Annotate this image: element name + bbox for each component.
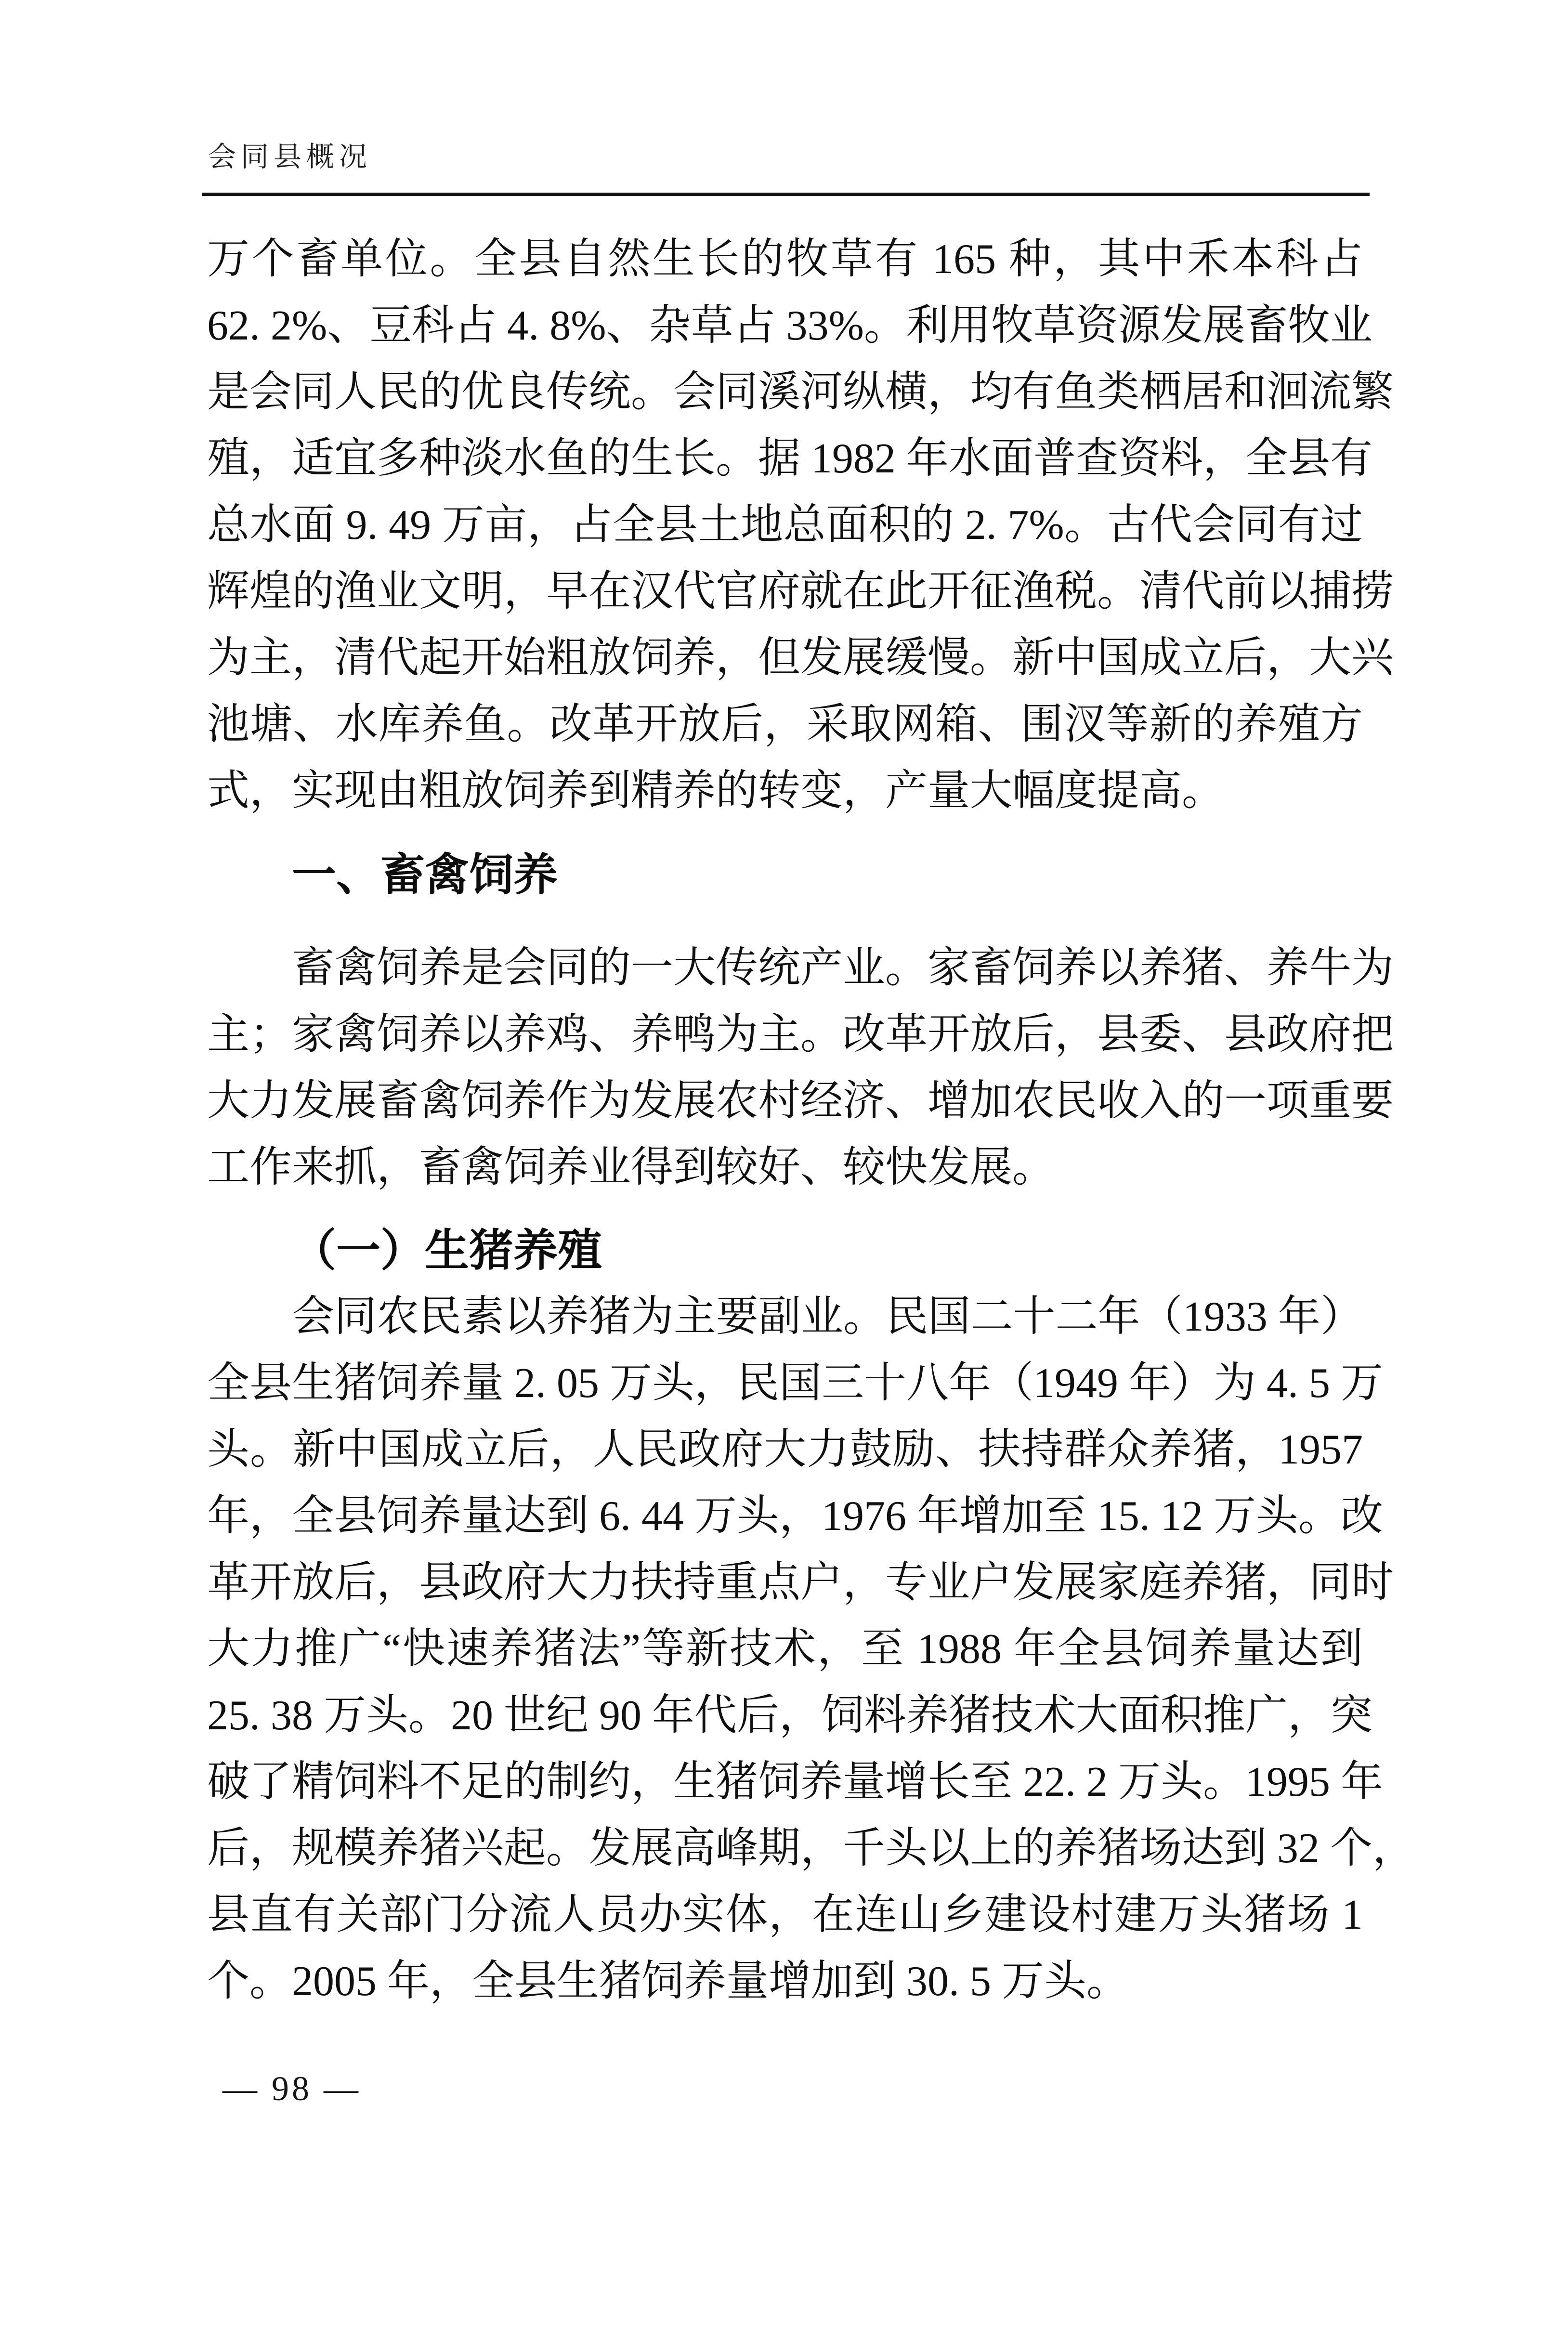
paragraph-line: 总水面 9. 49 万亩，占全县土地总面积的 2. 7%。古代会同有过: [207, 502, 1363, 549]
paragraph-line: 县直有关部门分流人员办实体，在连山乡建设村建万头猪场 1: [207, 1892, 1363, 1938]
paragraph-line: 畜禽饲养是会同的一大传统产业。家畜饲养以养猪、养牛为: [292, 945, 1394, 992]
page-body: [207, 226, 1415, 2015]
paragraph-line: 万个畜单位。全县自然生长的牧草有 165 种，其中禾本科占: [207, 236, 1363, 283]
paragraph-line: 殖，适宜多种淡水鱼的生长。据 1982 年水面普查资料，全县有: [207, 435, 1373, 482]
paragraph-line: 全县生猪饲养量 2. 05 万头，民国三十八年（1949 年）为 4. 5 万: [207, 1360, 1384, 1407]
paragraph-line: 会同农民素以养猪为主要副业。民国二十二年（1933 年）: [292, 1294, 1363, 1340]
paragraph-line: 革开放后，县政府大力扶持重点户，专业户发展家庭养猪，同时: [207, 1559, 1394, 1606]
paragraph-line: 大力推广“快速养猪法”等新技术，至 1988 年全县饲养量达到: [207, 1626, 1363, 1673]
subsection-heading: （一）生猪养殖: [292, 1226, 602, 1275]
running-header-title: 会同县概况: [208, 141, 372, 172]
paragraph-line: 头。新中国成立后，人民政府大力鼓励、扶持群众养猪，1957: [207, 1426, 1363, 1473]
paragraph-line: 是会同人民的优良传统。会同溪河纵横，均有鱼类栖居和洄流繁: [207, 369, 1394, 416]
paragraph-line: 25. 38 万头。20 世纪 90 年代后，饲料养猪技术大面积推广，突: [207, 1692, 1373, 1739]
paragraph-line: 破了精饲料不足的制约，生猪饲养量增长至 22. 2 万头。1995 年: [207, 1759, 1384, 1805]
section-heading: 一、畜禽饲养: [292, 850, 558, 900]
paragraph-line: 大力发展畜禽饲养作为发展农村经济、增加农民收入的一项重要: [207, 1078, 1394, 1124]
paragraph-line: 池塘、水库养鱼。改革开放后，采取网箱、围汊等新的养殖方: [207, 701, 1363, 748]
page-number: — 98 —: [222, 2069, 361, 2108]
paragraph-line: 工作来抓，畜禽饲养业得到较好、较快发展。: [207, 1144, 1055, 1191]
paragraph-line: 后，规模养猪兴起。发展高峰期，千头以上的养猪场达到 32 个，: [207, 1825, 1415, 1872]
paragraph-line: 个。2005 年，全县生猪饲养量增加到 30. 5 万头。: [207, 1958, 1129, 2005]
header-divider-rule: [202, 193, 1370, 196]
paragraph-line: 式，实现由粗放饲养到精养的转变，产量大幅度提高。: [207, 768, 1225, 814]
paragraph-line: 辉煌的渔业文明，早在汉代官府就在此开征渔税。清代前以捕捞: [207, 568, 1394, 615]
paragraph-line: 为主，清代起开始粗放饲养，但发展缓慢。新中国成立后，大兴: [207, 635, 1394, 681]
paragraph-line: 62. 2%、豆科占 4. 8%、杂草占 33%。利用牧草资源发展畜牧业: [207, 302, 1372, 349]
paragraph-line: 年，全县饲养量达到 6. 44 万头，1976 年增加至 15. 12 万头。改: [207, 1493, 1384, 1540]
paragraph-line: 主；家禽饲养以养鸡、养鸭为主。改革开放后，县委、县政府把: [207, 1011, 1394, 1058]
